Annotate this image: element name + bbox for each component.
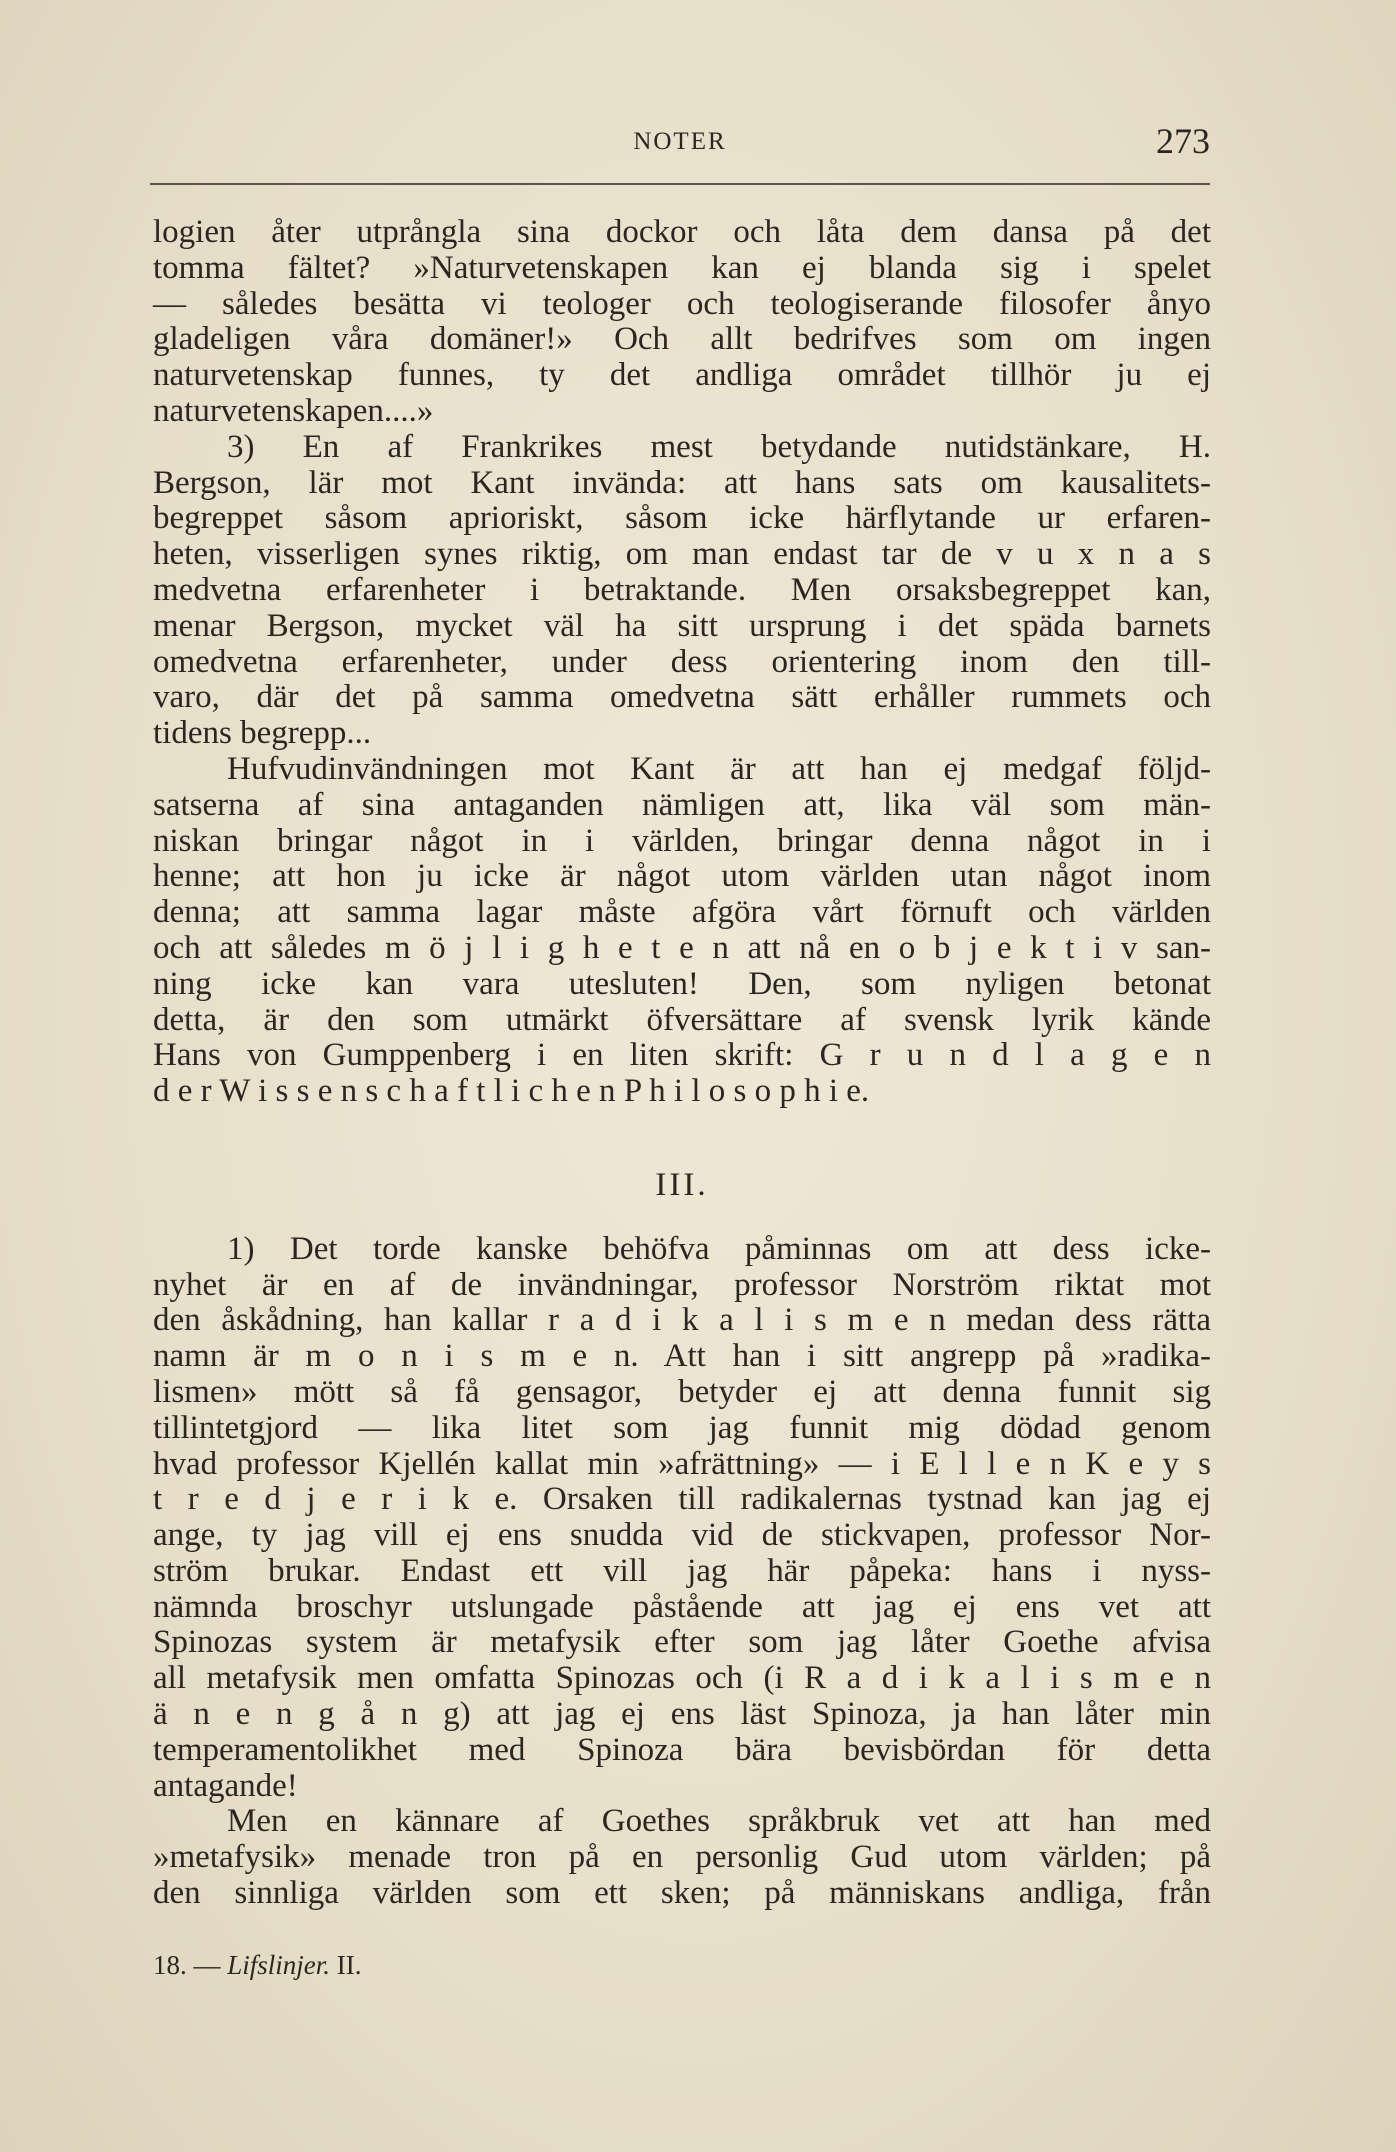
text-line: omedvetna erfarenheter, under dess orientering inom den till- — [153, 643, 1211, 680]
text-line: »metafysik» menade tron på en personlig Gud utom världen; på — [153, 1839, 1211, 1876]
text-line: ström brukar. Endast ett vill jag här påpeka: hans i nyss- — [153, 1552, 1211, 1589]
text-line: menar Bergson, mycket väl ha sitt ursprung i det späda barnets — [153, 607, 1211, 644]
paragraph-3 — [153, 752, 1211, 1110]
text-line: ning icke kan vara utesluten! Den, som nyligen betonat — [153, 965, 1211, 1002]
text-line: lismen» mött så få gensagor, betyder ej att denna funnit sig — [153, 1373, 1211, 1410]
text-line: den åskådning, han kallar r a d i k a l i s m e n medan dess rätta — [153, 1302, 1211, 1339]
text-line: denna; att samma lagar måste afgöra vårt förnuft och världen — [153, 894, 1211, 931]
signature-footer — [153, 1950, 362, 1981]
text-line: Men en kännare af Goethes språkbruk vet att han med — [227, 1803, 1211, 1840]
text-line: nämnda broschyr utslungade påstående att jag ej ens vet att — [153, 1588, 1211, 1625]
text-line: Bergson, lär mot Kant invända: att hans sats om kausalitets- — [153, 464, 1211, 501]
text-line: ä n e n g å n g) att jag ej ens läst Spinoza, ja han låter min — [153, 1696, 1211, 1733]
footer-dash: — — [193, 1950, 221, 1980]
book-title: Lifslinjer. — [227, 1950, 331, 1980]
text-line: niskan bringar något in i världen, bringar denna något in i — [153, 822, 1211, 859]
signature-number: 18. — [153, 1950, 187, 1980]
running-title: NOTER — [633, 128, 727, 155]
text-line: och att således m ö j l i g h e t e n att nå en o b j e k t i v san- — [153, 929, 1211, 966]
text-line: — således besätta vi teologer och teologiserande filosofer ånyo — [153, 285, 1211, 322]
paragraph-2 — [153, 430, 1211, 752]
paragraph-4 — [153, 1232, 1211, 1805]
text-line: all metafysik men omfatta Spinozas och (i R a d i k a l i s m e n — [153, 1660, 1211, 1697]
text-line: tillintetgjord — lika litet som jag funnit mig dödad genom — [153, 1409, 1211, 1446]
text-line: varo, där det på samma omedvetna sätt erhåller rummets och — [153, 679, 1211, 716]
text-line: satserna af sina antaganden nämligen att, lika väl som män- — [153, 786, 1211, 823]
text-line: Spinozas system är metafysik efter som jag låter Goethe afvisa — [153, 1624, 1211, 1661]
text-line: begreppet såsom aprioriskt, såsom icke härflytande ur erfaren- — [153, 500, 1211, 537]
paragraph-1 — [153, 215, 1211, 430]
text-line: tidens begrepp... — [153, 715, 372, 752]
text-line: hvad professor Kjellén kallat min »afrättning» — i E l l e n K e y s — [153, 1445, 1211, 1482]
page-number: 273 — [1156, 121, 1210, 161]
paragraph-5 — [153, 1804, 1211, 1911]
text-line: tomma fältet? »Naturvetenskapen kan ej blanda sig i spelet — [153, 249, 1211, 286]
text-line: gladeligen våra domäner!» Och allt bedrifves som om ingen — [153, 321, 1211, 358]
header-rule — [150, 183, 1210, 185]
text-line: 3) En af Frankrikes mest betydande nutidstänkare, H. — [227, 428, 1211, 465]
text-line: ange, ty jag vill ej ens snudda vid de stickvapen, professor Nor- — [153, 1517, 1211, 1554]
text-line: detta, är den som utmärkt öfversättare af svensk lyrik kände — [153, 1001, 1211, 1038]
text-line: naturvetenskap funnes, ty det andliga området tillhör ju ej — [153, 357, 1211, 394]
body-text — [153, 215, 1211, 1912]
text-line: heten, visserligen synes riktig, om man endast tar de v u x n a s — [153, 536, 1211, 573]
text-line: logien åter utprångla sina dockor och låta dem dansa på det — [153, 214, 1211, 250]
text-line: 1) Det torde kanske behöfva påminnas om att dess icke- — [227, 1230, 1211, 1267]
text-line: den sinnliga världen som ett sken; på människans andliga, från — [153, 1875, 1211, 1912]
text-line: medvetna erfarenheter i betraktande. Men orsaksbegreppet kan, — [153, 571, 1211, 608]
text-line: namn är m o n i s m e n. Att han i sitt angrepp på »radika- — [153, 1338, 1211, 1375]
volume-number: II. — [336, 1950, 362, 1980]
text-line: Hans von Gumppenberg i en liten skrift: G r u n d l a g e n — [153, 1037, 1211, 1074]
text-line: naturvetenskapen....» — [153, 392, 434, 429]
section-heading: III. — [655, 1166, 709, 1203]
page-header — [150, 121, 1210, 168]
text-line: temperamentolikhet med Spinoza bära bevisbördan för detta — [153, 1731, 1211, 1768]
text-line: t r e d j e r i k e. Orsaken till radikalernas tystnad kan jag ej — [153, 1481, 1211, 1518]
text-line: d e r W i s s e n s c h a f t l i c h e n P h i l o s o p h i e. — [153, 1073, 870, 1110]
text-line: antagande! — [153, 1767, 298, 1804]
text-line: Hufvudinvändningen mot Kant är att han ej medgaf följd- — [227, 750, 1211, 787]
text-line: nyhet är en af de invändningar, professor Norström riktat mot — [153, 1266, 1211, 1303]
text-line: henne; att hon ju icke är något utom världen utan något inom — [153, 858, 1211, 895]
